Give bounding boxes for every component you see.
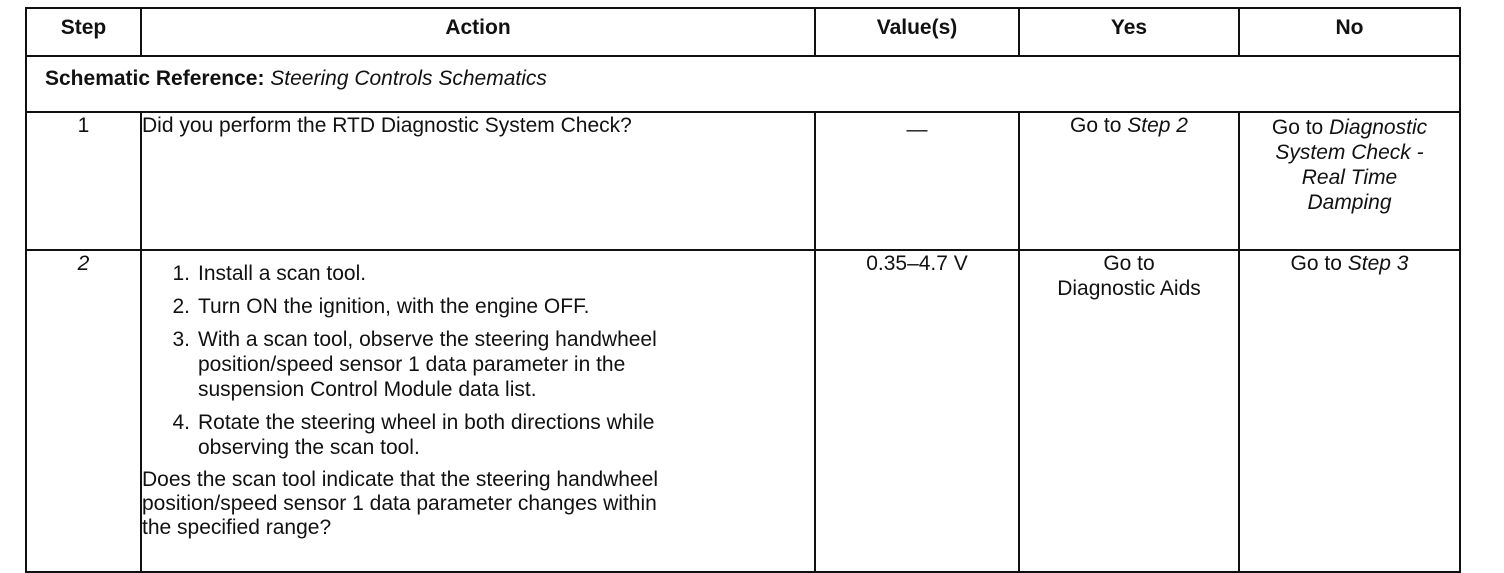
action-step: 1. Install a scan tool.	[172, 262, 367, 285]
diagnostic-table	[25, 7, 1461, 573]
no-prefix: Go to	[1290, 252, 1348, 275]
header-no: No	[1239, 8, 1460, 56]
header-action: Action	[141, 8, 815, 56]
yes-action	[1019, 112, 1239, 250]
action-step-list	[142, 261, 814, 460]
step-number: 1	[26, 112, 141, 250]
no-reference-line: Diagnostic	[1329, 116, 1428, 139]
schematic-reference	[26, 56, 1460, 112]
no-reference-line: System Check -	[1275, 141, 1424, 164]
action-steps-cell	[141, 250, 815, 572]
table-row	[26, 250, 1460, 572]
header-yes: Yes	[1019, 8, 1239, 56]
schematic-label: Schematic Reference:	[45, 67, 265, 90]
no-reference-line: Real Time	[1301, 166, 1398, 189]
header-row	[26, 8, 1460, 56]
no-action	[1239, 250, 1460, 572]
action-step: 2. Turn ON the ignition, with the engine OFF.	[172, 295, 590, 318]
no-action	[1239, 112, 1460, 250]
header-step: Step	[26, 8, 141, 56]
schematic-link: Steering Controls Schematics	[270, 67, 547, 90]
action-text: Did you perform the RTD Diagnostic System Check?	[141, 112, 815, 250]
no-prefix: Go to	[1271, 116, 1330, 139]
step-question: Does the scan tool indicate that the steering handwheel position/speed sensor 1 data parameter changes within the specified range?	[142, 468, 659, 539]
table-row	[26, 112, 1460, 250]
action-step: 3. With a scan tool, observe the steering handwheel position/speed sensor 1 data parameter in the suspension Control Module data list.	[172, 328, 657, 401]
step-number: 2	[26, 250, 141, 572]
yes-action: Go to Diagnostic Aids	[1019, 250, 1239, 572]
no-reference-line: Damping	[1307, 191, 1392, 214]
yes-step-reference: Step 2	[1127, 114, 1188, 137]
no-step-reference: Step 3	[1347, 252, 1409, 275]
schematic-row	[26, 56, 1460, 112]
value-text: —	[815, 112, 1019, 250]
value-range: 0.35–4.7 V	[815, 250, 1019, 572]
action-step: 4. Rotate the steering wheel in both directions while observing the scan tool.	[172, 411, 655, 459]
header-values: Value(s)	[815, 8, 1019, 56]
yes-prefix: Go to	[1070, 114, 1128, 137]
yes-reference: Diagnostic Aids	[1057, 277, 1201, 300]
